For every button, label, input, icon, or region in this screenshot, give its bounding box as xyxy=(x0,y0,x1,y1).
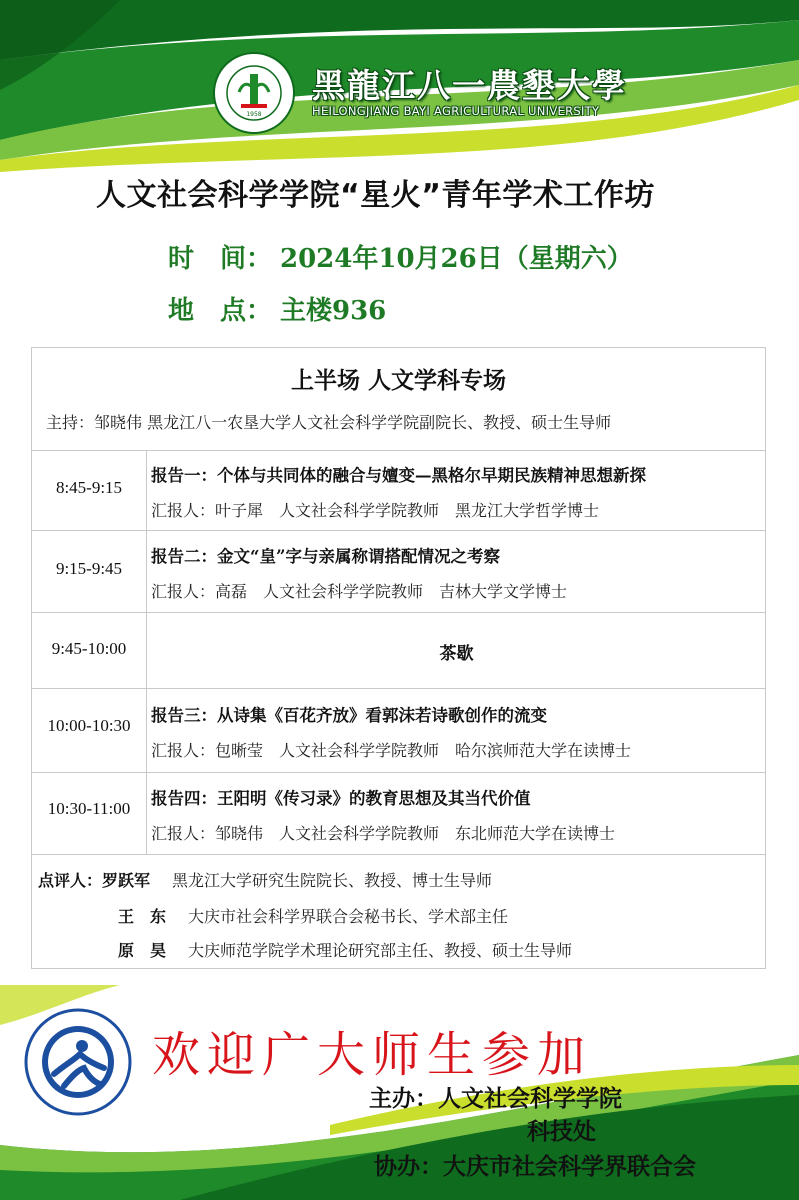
slot-time: 9:45-10:00 xyxy=(51,639,127,658)
reviewer-name: 罗跃军 xyxy=(102,871,151,890)
college-emblem-icon xyxy=(24,1008,132,1116)
session-title: 上半场 人文学科专场 xyxy=(290,367,506,394)
row-divider xyxy=(32,772,765,773)
event-place xyxy=(168,290,386,327)
organizer-line: 主办：人文社会科学学院 xyxy=(369,1085,622,1112)
tea-break-label: 茶歇 xyxy=(439,644,474,664)
report-title: 报告四：王阳明《传习录》的教育思想及其当代价值 xyxy=(151,789,531,808)
place-value: 主楼936 xyxy=(280,296,387,326)
university-name-en: HEILONGJIANG BAYI AGRICULTURAL UNIVERSITY xyxy=(312,104,600,118)
row-divider xyxy=(32,450,765,451)
report-title: 报告二：金文“皇”字与亲属称谓搭配情况之考察 xyxy=(151,547,500,566)
reviewer-name: 王 东 xyxy=(118,907,167,926)
reviewer-row xyxy=(118,938,572,961)
row-divider xyxy=(32,688,765,689)
organizer-line-2: 科技处 xyxy=(527,1118,596,1145)
slot-time: 8:45-9:15 xyxy=(55,478,123,497)
reviewer-row xyxy=(38,868,492,891)
report-title: 报告三：从诗集《百花齐放》看郭沫若诗歌创作的流变 xyxy=(151,706,547,725)
place-label: 地 点： xyxy=(168,296,273,326)
report-title: 报告一：个体与共同体的融合与嬗变—黑格尔早期民族精神思想新探 xyxy=(151,466,646,485)
slot-time: 10:30-11:00 xyxy=(47,799,131,818)
session-host: 主持：邹晓伟 黑龙江八一农垦大学人文社会科学学院副院长、教授、硕士生导师 xyxy=(46,413,612,432)
time-value: 2024年10月26日（星期六） xyxy=(280,244,633,274)
row-divider xyxy=(32,612,765,613)
slot-time: 10:00-10:30 xyxy=(47,716,131,735)
event-time xyxy=(168,238,633,275)
svg-text:1958: 1958 xyxy=(246,111,262,118)
slot-time: 9:15-9:45 xyxy=(55,559,123,578)
reviewer-desc: 黑龙江大学研究生院院长、教授、博士生导师 xyxy=(172,871,493,890)
reviewer-name: 原 昊 xyxy=(118,941,167,960)
university-name-cn: 黑龍江八一農墾大學 xyxy=(312,66,627,105)
report-presenter: 汇报人：叶子犀 人文社会科学学院教师 黑龙江大学哲学博士 xyxy=(151,501,600,520)
reviewer-desc: 大庆市社会科学界联合会秘书长、学术部主任 xyxy=(188,907,509,926)
event-title: 人文社会科学学院“星火”青年学术工作坊 xyxy=(96,178,655,213)
reviewer-row xyxy=(118,904,508,927)
welcome-slogan: 欢迎广大师生参加 xyxy=(152,1027,593,1083)
row-divider xyxy=(32,530,765,531)
reviewer-label: 点评人： xyxy=(38,871,103,890)
reviewer-desc: 大庆师范学院学术理论研究部主任、教授、硕士生导师 xyxy=(188,941,573,960)
university-emblem-icon xyxy=(213,52,295,134)
schedule-table xyxy=(31,347,766,969)
report-presenter: 汇报人：包晰莹 人文社会科学学院教师 哈尔滨师范大学在读博士 xyxy=(151,741,632,760)
report-presenter: 汇报人：邹晓伟 人文社会科学学院教师 东北师范大学在读博士 xyxy=(151,824,616,843)
report-presenter: 汇报人：高磊 人文社会科学学院教师 吉林大学文学博士 xyxy=(151,582,568,601)
co-organizer-line: 协办：大庆市社会科学界联合会 xyxy=(374,1153,696,1180)
row-divider xyxy=(32,854,765,855)
time-label: 时 间： xyxy=(168,244,273,274)
